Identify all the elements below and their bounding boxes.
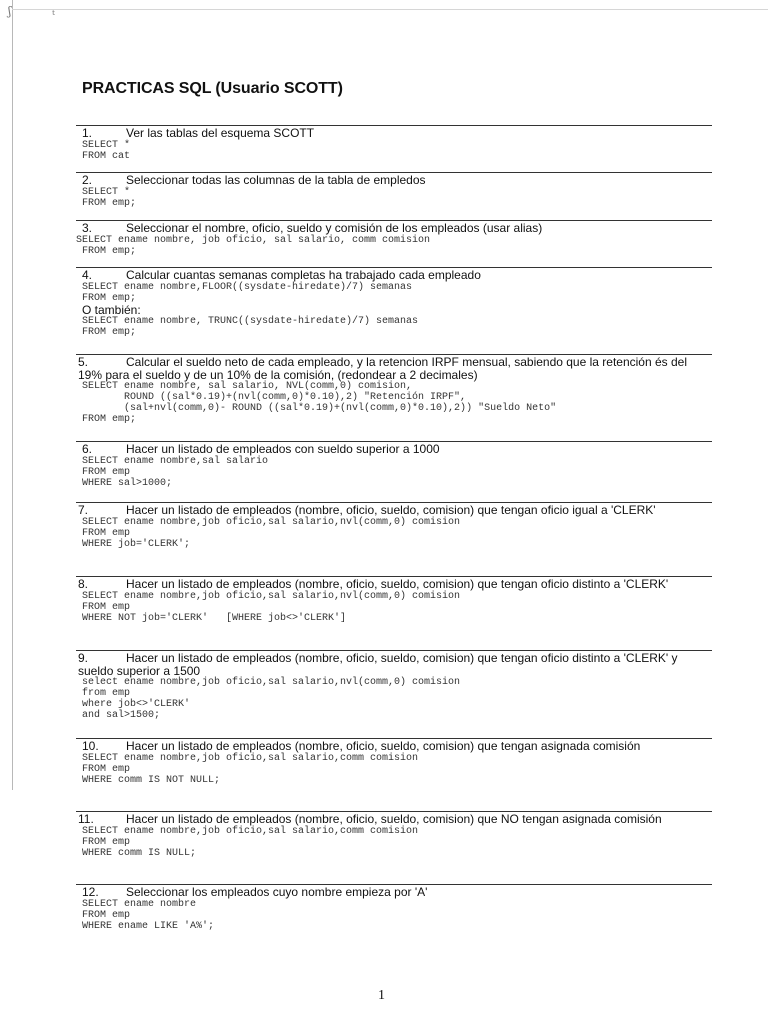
sql-line: FROM emp: [82, 527, 131, 539]
exercise-text: Hacer un listado de empleados (nombre, oficio, sueldo, comision) que tengan oficio distinto a 'CLERK' y sueldo superior a 1500: [78, 651, 678, 678]
sql-line: SELECT ename nombre: [82, 898, 197, 910]
exercise-2: [76, 172, 712, 209]
exercise-number: 10.: [82, 739, 99, 753]
exercise-number: 12.: [82, 885, 99, 899]
sql-line: select ename nombre,job oficio,sal salario,nvl(comm,0) comision: [82, 677, 461, 688]
exercise-8: [76, 576, 712, 624]
exercise-text: Calcular el sueldo neto de cada empleado, y la retencion IRPF mensual, sabiendo que la retención és del 19% para el sueldo y de un 10% de la comisión, (redondear a 2 decimales): [78, 355, 688, 382]
exercise-number: 2.: [82, 173, 93, 187]
sql-line: FROM cat: [82, 150, 131, 162]
sql-line: from emp: [82, 688, 131, 699]
sql-line: SELECT ename nombre,job oficio,sal salario,nvl(comm,0) comision: [82, 516, 461, 528]
exercise-6: [76, 441, 712, 489]
exercise-number: 5.: [78, 355, 89, 369]
exercise-text: Hacer un listado de empleados con sueldo superior a 1000: [126, 442, 440, 456]
exercise-number: 11.: [78, 812, 94, 826]
page-number: 1: [378, 988, 385, 1003]
exercise-heading: [76, 443, 712, 456]
sql-line: FROM emp;: [82, 197, 137, 209]
exercise-text: Hacer un listado de empleados (nombre, oficio, sueldo, comision) que tengan oficio igual a 'CLERK': [126, 503, 656, 517]
exercise-text: Hacer un listado de empleados (nombre, oficio, sueldo, comision) que NO tengan asignada comisión: [126, 812, 662, 826]
exercise-1: [76, 125, 712, 162]
sql-line: WHERE comm IS NOT NULL;: [82, 774, 221, 786]
exercise-text: Calcular cuantas semanas completas ha trabajado cada empleado: [126, 268, 481, 282]
sql-line: FROM emp;: [82, 414, 137, 425]
exercise-heading: [76, 269, 712, 282]
sql-line: WHERE comm IS NULL;: [82, 847, 197, 859]
exercise-3: [76, 220, 712, 257]
sql-line: (sal+nvl(comm,0)- ROUND ((sal*0.19)+(nvl(comm,0)*0.10),2)) "Sueldo Neto": [82, 403, 557, 414]
sql-line: SELECT ename nombre, job oficio, sal salario, comm comision: [76, 234, 431, 246]
sql-line: WHERE NOT job='CLERK' [WHERE job<>'CLERK']: [82, 612, 347, 624]
sql-line: WHERE sal>1000;: [82, 477, 173, 489]
exercise-text: Seleccionar los empleados cuyo nombre empieza por 'A': [126, 885, 428, 899]
exercise-11: [76, 811, 712, 859]
sql-line: WHERE ename LIKE 'A%';: [82, 920, 215, 932]
sql-line: SELECT ename nombre,job oficio,sal salario,comm comision: [82, 752, 419, 764]
sql-line: SELECT ename nombre,job oficio,sal salario,comm comision: [82, 825, 419, 837]
sql-line: ROUND ((sal*0.19)+(nvl(comm,0)*0.10),2) "Retención IRPF",: [82, 392, 467, 403]
page-title: PRACTICAS SQL (Usuario SCOTT): [82, 80, 343, 97]
exercise-text: Seleccionar el nombre, oficio, sueldo y comisión de los empleados (usar alias): [126, 221, 543, 235]
sql-line: FROM emp: [82, 601, 131, 613]
exercise-4: [76, 267, 712, 338]
sql-line: FROM emp;: [82, 327, 137, 338]
exercise-text: Hacer un listado de empleados (nombre, oficio, sueldo, comision) que tengan oficio distinto a 'CLERK': [126, 577, 669, 591]
sql-line: FROM emp: [82, 836, 131, 848]
exercise-number: 6.: [82, 442, 93, 456]
sql-line: FROM emp;: [82, 245, 137, 257]
exercise-heading: [76, 652, 712, 677]
exercise-number: 3.: [82, 221, 93, 235]
sql-line: SELECT *: [82, 186, 131, 198]
exercise-number: 1.: [82, 126, 93, 140]
exercise-9: [76, 650, 712, 721]
sql-line: SELECT ename nombre,FLOOR((sysdate-hiredate)/7) semanas: [82, 281, 413, 293]
exercise-number: 7.: [78, 503, 89, 517]
sql-line: FROM emp: [82, 909, 131, 921]
exercise-number: 9.: [78, 651, 89, 665]
exercise-heading: [76, 813, 712, 826]
exercise-12: [76, 884, 712, 932]
scan-left-edge: [0, 0, 13, 790]
exercise-heading: [76, 740, 712, 753]
sql-line: SELECT ename nombre,sal salario: [82, 455, 269, 467]
exercise-text: Hacer un listado de empleados (nombre, oficio, sueldo, comision) que tengan asignada comisión: [126, 739, 641, 753]
exercise-10: [76, 738, 712, 786]
sql-line: SELECT ename nombre, TRUNC((sysdate-hiredate)/7) semanas: [82, 316, 419, 327]
alternative-label: O también:: [82, 302, 141, 317]
scan-top-edge: [12, 9, 768, 10]
sql-line: and sal>1500;: [82, 710, 161, 721]
exercise-number: 4.: [82, 268, 93, 282]
sql-line: SELECT ename nombre, sal salario, NVL(comm,0) comision,: [82, 381, 413, 392]
exercise-7: [76, 502, 712, 550]
exercise-number: 8.: [78, 577, 89, 591]
sql-line: FROM emp: [82, 466, 131, 478]
exercise-5: [76, 354, 712, 425]
exercise-text: Ver las tablas del esquema SCOTT: [126, 126, 315, 140]
exercise-text: Seleccionar todas las columnas de la tabla de empledos: [126, 173, 426, 187]
sql-line: SELECT ename nombre,job oficio,sal salario,nvl(comm,0) comision: [82, 590, 461, 602]
scan-mark: ʃ: [8, 4, 12, 18]
exercise-heading: [76, 356, 712, 381]
exercise-heading: [76, 222, 712, 235]
sql-line: FROM emp: [82, 763, 131, 775]
sql-line: where job<>'CLERK': [82, 699, 191, 710]
exercise-heading: [76, 578, 712, 591]
sql-line: FROM emp;: [82, 292, 137, 304]
exercise-heading: [76, 127, 712, 140]
exercise-heading: [76, 886, 712, 899]
exercise-heading: [76, 174, 712, 187]
sql-line: WHERE job='CLERK';: [82, 538, 191, 550]
exercise-heading: [76, 504, 712, 517]
sql-line: SELECT *: [82, 139, 131, 151]
scan-mark: ᵗ: [52, 8, 55, 22]
